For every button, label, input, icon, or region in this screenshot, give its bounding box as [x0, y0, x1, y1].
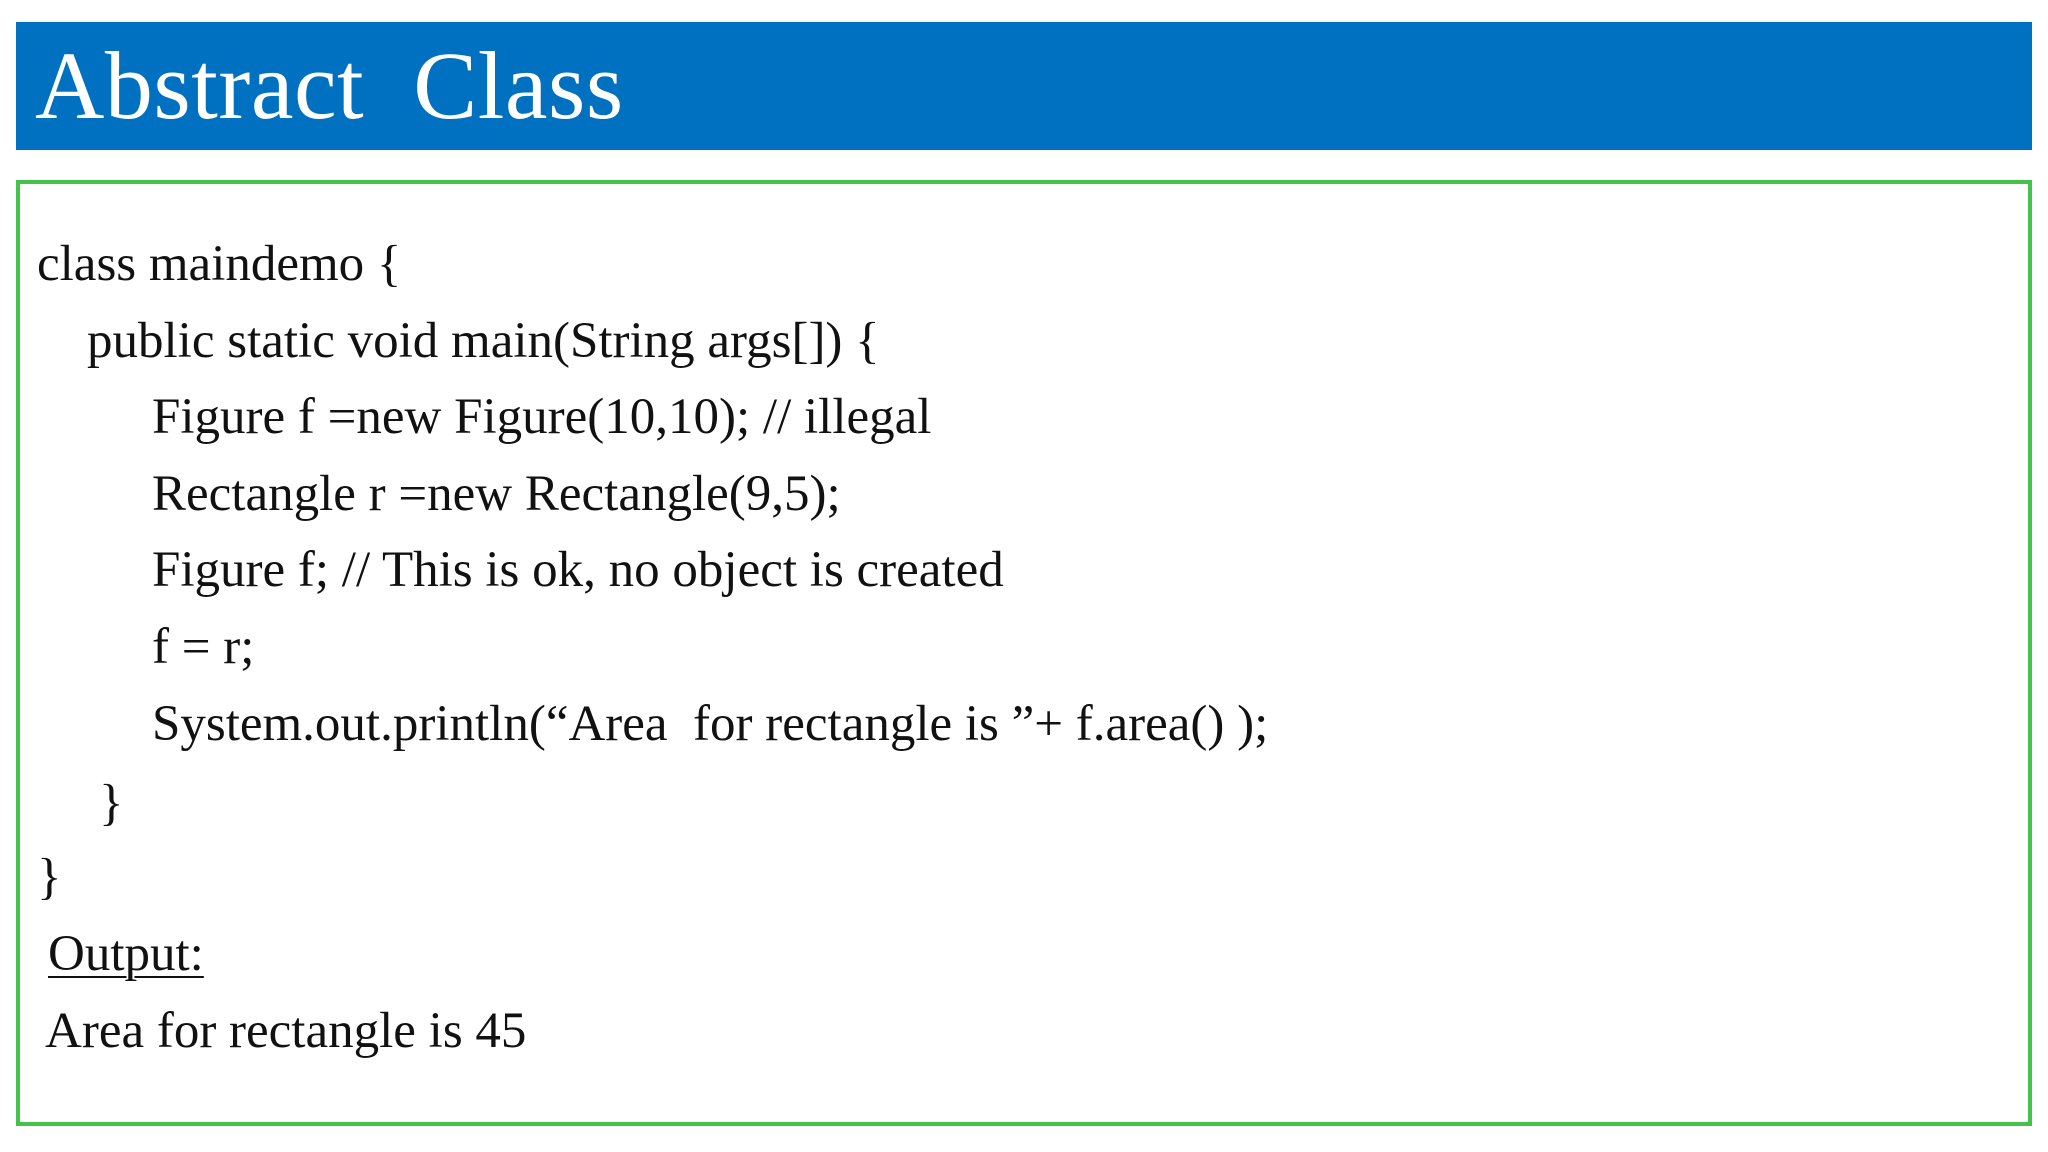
code-line: class maindemo { — [37, 236, 402, 292]
code-line: public static void main(String args[]) { — [87, 313, 880, 369]
code-line: Figure f =new Figure(10,10); // illegal — [152, 389, 932, 445]
code-box — [16, 180, 2032, 1126]
code-line: } — [99, 775, 124, 831]
code-line: Rectangle r =new Rectangle(9,5); — [152, 466, 841, 522]
code-line: System.out.println(“Area for rectangle is ”+ f.area() ); — [152, 696, 1269, 752]
output-value: Area for rectangle is 45 — [45, 1003, 527, 1059]
code-line: } — [37, 849, 62, 905]
code-line: f = r; — [152, 619, 255, 675]
code-line: Figure f; // This is ok, no object is created — [152, 542, 1004, 598]
slide-title: Abstract Class — [35, 32, 624, 139]
output-label: Output: — [48, 926, 204, 982]
title-bar — [16, 22, 2032, 150]
